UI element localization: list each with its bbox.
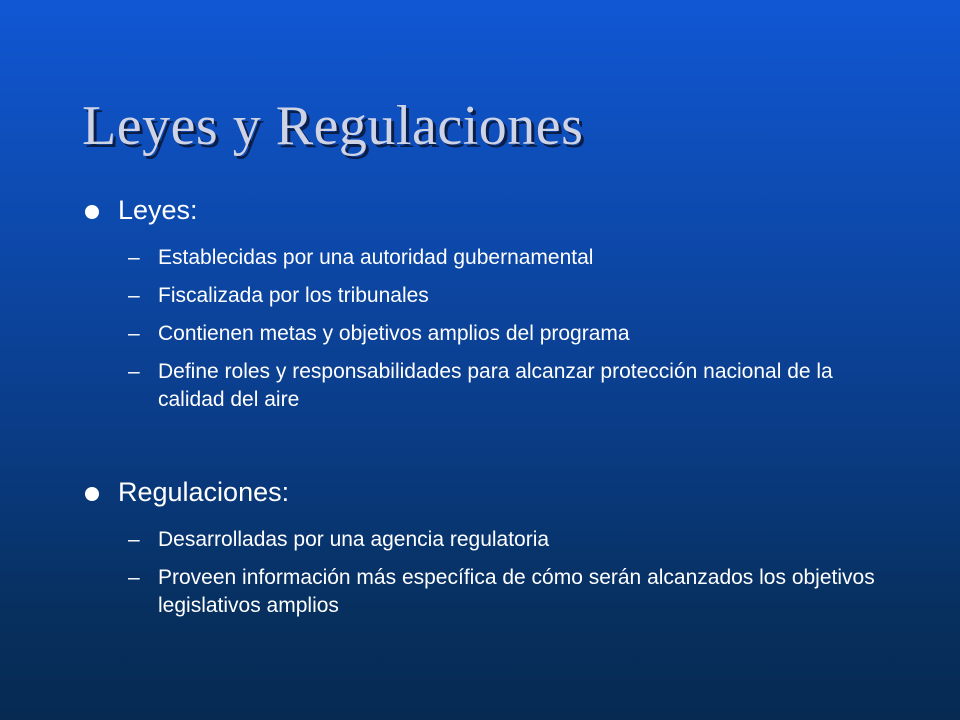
bullet-regulaciones: Regulaciones: — [82, 468, 882, 516]
dash-marker: – — [128, 284, 140, 307]
dash-marker: – — [128, 566, 140, 589]
sub-bullet — [82, 564, 882, 620]
sub-bullet-text: Desarrolladas por una agencia regulatoria — [158, 528, 550, 551]
slide-title: Leyes y Regulaciones — [82, 95, 584, 157]
sub-bullet-text: Define roles y responsabilidades para alcanzar protección nacional de la calidad del aire — [158, 360, 833, 411]
sub-bullet — [82, 320, 882, 348]
sub-bullet-text: Fiscalizada por los tribunales — [158, 284, 429, 307]
sub-bullet-text: Proveen información más específica de cómo serán alcanzados los objetivos legislativos amplios — [158, 566, 875, 617]
sub-bullet — [82, 244, 882, 272]
slide-content — [82, 186, 882, 630]
dash-marker: – — [128, 360, 140, 383]
sub-bullet-text: Establecidas por una autoridad gubernamental — [158, 246, 594, 269]
bullet-leyes: Leyes: — [82, 186, 882, 234]
dash-marker: – — [128, 246, 140, 269]
sub-bullet-text: Contienen metas y objetivos amplios del programa — [158, 322, 630, 345]
sub-bullet — [82, 282, 882, 310]
section-spacer — [82, 424, 882, 468]
sub-bullet — [82, 526, 882, 554]
sub-bullet — [82, 358, 882, 414]
dash-marker: – — [128, 322, 140, 345]
dash-marker: – — [128, 528, 140, 551]
